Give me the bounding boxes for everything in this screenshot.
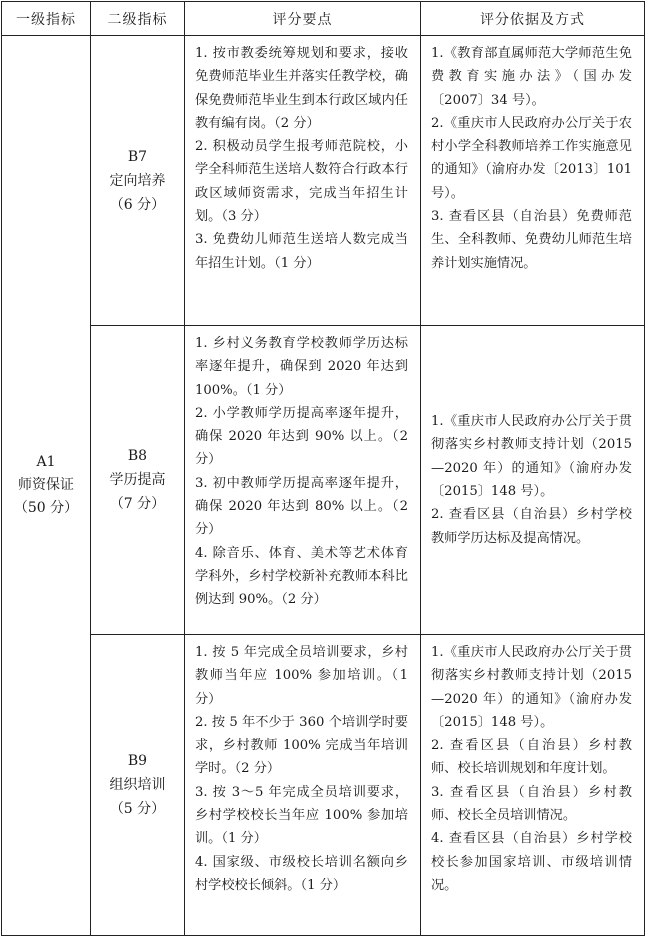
scoring-points-cell-b8 [185,326,421,635]
secondary-indicator-cell-b7 [91,36,185,326]
scoring-point: 2. 积极动员学生报考师范院校，小学全科师范生送培人数符合行政本行政区域师资需求，完成当年招生计划。（3 分） [195,139,408,225]
scoring-point: 2. 小学教师学历提高率逐年提升，确保 2020 年达到 90% 以上。（2 分） [195,405,408,468]
scoring-points-cell-b7 [185,36,421,326]
table-row-b8 [2,326,645,635]
table-row-b7 [2,36,645,326]
scoring-point: 4. 国家级、市级校长培训名额向乡村学校校长倾斜。（1 分） [195,854,408,893]
header-scoring-points: 评分要点 [185,2,421,36]
secondary-indicator-cell-b8 [91,326,185,635]
scoring-point: 2. 按 5 年不少于 360 个培训学时要求，乡村教师 100% 完成当年培训学时。（2 分） [195,714,408,777]
scoring-point: 3. 免费幼儿师范生送培人数完成当年招生计划。（1 分） [195,232,408,271]
basis-item: 2. 查看区县（自治县）乡村教师、校长培训规划和年度计划。 [431,738,632,777]
scoring-basis-cell-b8 [421,326,645,635]
header-primary-indicator: 一级指标 [2,2,91,36]
table-row-b9 [2,635,645,936]
scoring-point: 4. 除音乐、体育、美术等艺术体育学科外，乡村学校新补充教师本科比例达到 90%。（2 分） [195,545,408,608]
basis-item: 2.《重庆市人民政府办公厅关于农村小学全科教师培养工作实施意见的通知》（渝府办发〔2013〕101 号）。 [431,115,632,201]
basis-item: 1.《重庆市人民政府办公厅关于贯彻落实乡村教师支持计划（2015—2020 年）的通知》（渝府办发〔2015〕148 号）。 [431,414,632,499]
primary-code: A1 [36,454,56,470]
evaluation-table [1,1,645,936]
header-row [2,2,645,36]
secondary-score: （7 分） [109,496,166,512]
basis-item: 4. 查看区县（自治县）乡村学校校长参加国家培训、市级培训情况。 [431,831,632,893]
secondary-score: （6 分） [109,196,166,213]
secondary-code: B7 [127,148,148,165]
primary-indicator-cell [2,36,91,936]
header-scoring-basis: 评分依据及方式 [421,2,645,36]
secondary-name: 学历提高 [109,472,166,488]
scoring-point: 3. 初中教师学历提高率逐年提升，确保 2020 年达到 80% 以上。（2 分） [195,475,408,538]
basis-item: 1.《教育部直属师范大学师范生免费教育实施办法》（国办发〔2007〕34 号）。 [431,46,632,108]
secondary-code: B9 [127,753,148,769]
secondary-score: （5 分） [109,801,166,817]
scoring-point: 1. 乡村义务教育学校教师学历达标率逐年提升，确保到 2020 年达到 100%。（1 分） [195,336,408,398]
secondary-indicator-cell-b9 [91,635,185,936]
scoring-point: 1. 按 5 年完成全员培训要求，乡村教师当年应 100% 参加培训。（1 分） [195,645,408,707]
primary-name: 师资保证 [18,477,74,493]
secondary-code: B8 [127,448,148,464]
secondary-name: 组织培训 [109,777,166,793]
secondary-name: 定向培养 [109,172,166,189]
basis-item: 1.《重庆市人民政府办公厅关于贯彻落实乡村教师支持计划（2015—2020 年）的通知》（渝府办发〔2015〕148 号）。 [431,645,632,730]
scoring-point: 3. 按 3～5 年完成全员培训要求，乡村学校校长当年应 100% 参加培训。（1 分） [195,784,408,847]
primary-score: （50 分） [13,500,79,516]
basis-item: 2. 查看区县（自治县）乡村学校教师学历达标及提高情况。 [431,507,632,546]
basis-item: 3. 查看区县（自治县）免费师范生、全科教师、免费幼儿师范生培养计划实施情况。 [431,209,632,271]
header-secondary-indicator: 二级指标 [91,2,185,36]
scoring-basis-cell-b7 [421,36,645,326]
scoring-points-cell-b9 [185,635,421,936]
scoring-point: 1. 按市教委统筹规划和要求，接收免费师范毕业生并落实任教学校，确保免费师范毕业生到本行政区域内任教有编有岗。（2 分） [195,46,408,131]
basis-item: 3. 查看区县（自治县）乡村教师、校长全员培训情况。 [431,784,632,824]
scoring-basis-cell-b9 [421,635,645,936]
